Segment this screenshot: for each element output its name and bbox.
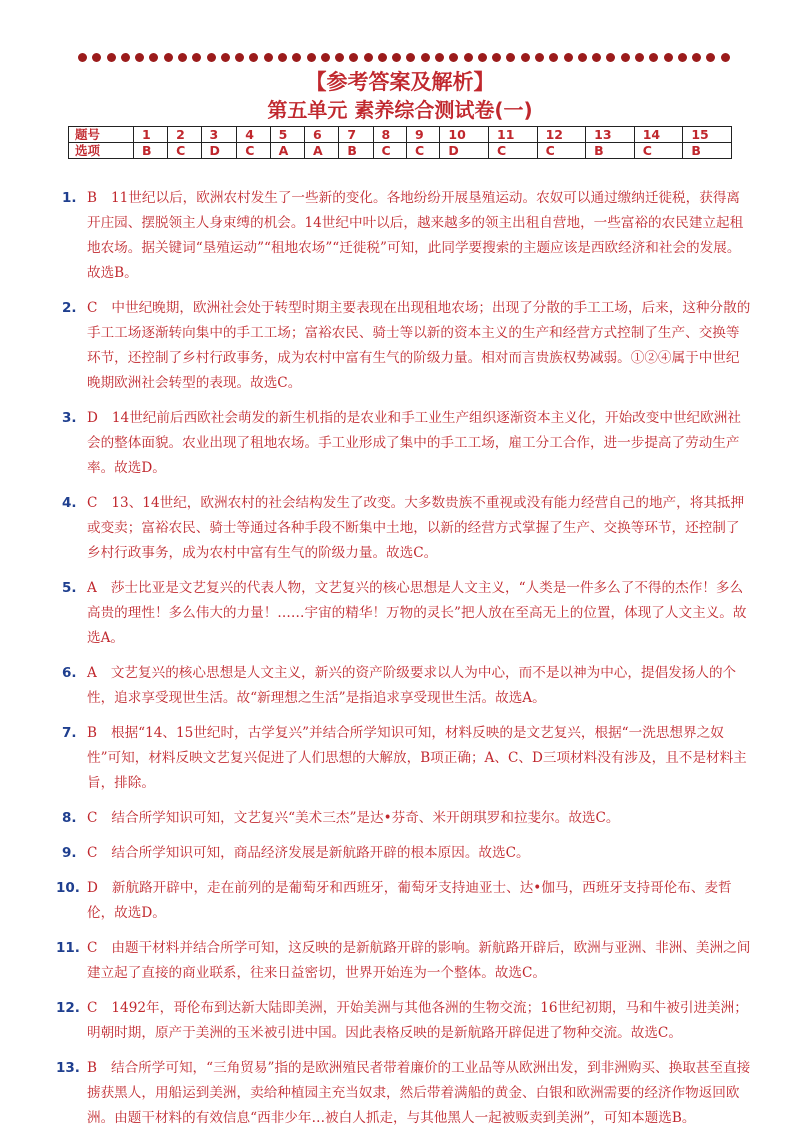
decorative-dot (706, 53, 715, 62)
explanation-text: 根据“14、15世纪时，古学复兴”并结合所学知识可知，材料反映的是文艺复兴，根据“一洗思想界之奴性”可知，材料反映文艺复兴促进了人们思想的大解放，B项正确；A、C、D三项材料没有涉及，且不是材料主旨，排除。 (87, 725, 747, 791)
solution-item (62, 721, 752, 796)
question-number-cell: 13 (586, 127, 635, 143)
decorative-dot (349, 53, 358, 62)
answer-choice-cell: B (339, 143, 373, 159)
explanation-text: 中世纪晚期，欧洲社会处于转型时期主要表现在出现租地农场；出现了分散的手工工场，后来，这种分散的手工工场逐渐转向集中的手工工场；富裕农民、骑士等以新的资本主义的生产和经营方式控制了生产、交换等环节，还控制了乡村行政事务，成为农村中富有生气的阶级力量。相对而言贵族权势减弱。①②④属于中世纪晚期欧洲社会转型的表现。故选C。 (87, 300, 751, 391)
question-number-cell: 6 (305, 127, 339, 143)
decorative-dot (335, 53, 344, 62)
answer-choice-cell: A (270, 143, 304, 159)
answer-letter: C (87, 300, 98, 316)
answer-choice-cell: C (237, 143, 270, 159)
decorative-dot (149, 53, 158, 62)
decorative-dot (164, 53, 173, 62)
decorative-dot (278, 53, 287, 62)
question-number-cell: 12 (537, 127, 586, 143)
decorative-dot (692, 53, 701, 62)
question-number-cell: 8 (373, 127, 406, 143)
question-number-cell: 4 (237, 127, 270, 143)
question-number-cell: 5 (270, 127, 304, 143)
explanation-text: 13、14世纪，欧洲农村的社会结构发生了改变。大多数贵族不重视或没有能力经营自己的地产，将其抵押或变卖；富裕农民、骑士等通过各种手段不断集中土地，以新的经营方式掌握了生产、交换等环节，还控制了乡村行政事务，成为农村中富有生气的阶级力量。故选C。 (87, 495, 745, 561)
explanation-text: 结合所学可知，“三角贸易”指的是欧洲殖民者带着廉价的工业品等从欧洲出发，到非洲购买、换取甚至直接掳获黑人，用船运到美洲，卖给种植园主充当奴隶，然后带着满船的黄金、白银和欧洲需要的经济作物返回欧洲。由题干材料的有效信息“西非少年…被白人抓走，与其他黑人一起被贩卖到美洲”，可知本题选B。 (87, 1060, 751, 1126)
answer-letter: B (87, 725, 97, 741)
answer-choice-cell: B (586, 143, 635, 159)
solution-item (62, 806, 752, 831)
decorative-dot-border (78, 50, 730, 64)
answer-letter: B (87, 1060, 97, 1076)
explanation-text: 结合所学知识可知，商品经济发展是新航路开辟的根本原因。故选C。 (111, 845, 530, 861)
question-number-cell: 2 (168, 127, 201, 143)
decorative-dot (235, 53, 244, 62)
decorative-dot (506, 53, 515, 62)
question-number-cell: 1 (134, 127, 168, 143)
decorative-dot (192, 53, 201, 62)
decorative-dot (721, 53, 730, 62)
answer-choice-cell: C (406, 143, 439, 159)
decorative-dot (364, 53, 373, 62)
decorative-dot (464, 53, 473, 62)
decorative-dot (535, 53, 544, 62)
answer-letter: A (87, 665, 97, 681)
answer-choice-cell: D (440, 143, 489, 159)
answer-choice-cell: C (537, 143, 586, 159)
explanation-text: 11世纪以后，欧洲农村发生了一些新的变化。各地纷纷开展垦殖运动。农奴可以通过缴纳迁徙税，获得离开庄园、摆脱领主人身束缚的机会。14世纪中叶以后，越来越多的领主出租自营地，一些富裕的农民建立起租地农场。据关键词“垦殖运动”“租地农场”“迁徙税”可知，此同学要搜索的主题应该是西欧经济和社会的发展。故选B。 (87, 190, 744, 281)
page-subtitle: 第五单元 素养综合测试卷(一) (267, 98, 533, 122)
decorative-dot (107, 53, 116, 62)
decorative-dot (321, 53, 330, 62)
explanation-text: 文艺复兴的核心思想是人文主义，新兴的资产阶级要求以人为中心，而不是以神为中心，提倡发扬人的个性，追求享受现世生活。故“新理想之生活”是指追求享受现世生活。故选A。 (87, 665, 737, 706)
answer-choice-cell: C (373, 143, 406, 159)
decorative-dot (135, 53, 144, 62)
solution-item (56, 1056, 752, 1131)
decorative-dot (178, 53, 187, 62)
question-number: 10. (56, 880, 80, 896)
row-label-choice: 选项 (69, 143, 134, 159)
answer-letter: D (87, 410, 98, 426)
answer-table-choice-row (69, 143, 732, 159)
question-number-cell: 3 (201, 127, 237, 143)
answer-choice-cell: B (683, 143, 732, 159)
decorative-dot (406, 53, 415, 62)
decorative-dot (592, 53, 601, 62)
decorative-dot (249, 53, 258, 62)
answer-letter: C (87, 940, 98, 956)
decorative-dot (449, 53, 458, 62)
decorative-dot (121, 53, 130, 62)
decorative-dot (421, 53, 430, 62)
answer-letter: C (87, 1000, 98, 1016)
solution-item (56, 996, 752, 1046)
decorative-dot (478, 53, 487, 62)
decorative-dot (307, 53, 316, 62)
answer-choice-cell: C (168, 143, 201, 159)
question-number-cell: 15 (683, 127, 732, 143)
decorative-dot (264, 53, 273, 62)
decorative-dot (678, 53, 687, 62)
decorative-dot (621, 53, 630, 62)
answer-choice-cell: C (489, 143, 538, 159)
decorative-dot (378, 53, 387, 62)
solution-item (62, 186, 752, 286)
question-number-cell: 9 (406, 127, 439, 143)
question-number: 5. (62, 580, 77, 596)
answer-choice-cell: C (634, 143, 683, 159)
question-number: 7. (62, 725, 77, 741)
solution-item (62, 491, 752, 566)
question-number: 4. (62, 495, 77, 511)
decorative-dot (635, 53, 644, 62)
answer-table (68, 126, 732, 159)
answer-letter: C (87, 810, 98, 826)
question-number-cell: 7 (339, 127, 373, 143)
question-number: 11. (56, 940, 80, 956)
page-title: 【参考答案及解析】 (305, 70, 495, 94)
question-number-cell: 14 (634, 127, 683, 143)
answer-letter: C (87, 845, 98, 861)
question-number: 8. (62, 810, 77, 826)
explanation-text: 新航路开辟中，走在前列的是葡萄牙和西班牙，葡萄牙支持迪亚士、达•伽马，西班牙支持哥伦布、麦哲伦，故选D。 (87, 880, 732, 921)
question-number-cell: 10 (440, 127, 489, 143)
solution-item (56, 936, 752, 986)
answer-letter: A (87, 580, 97, 596)
explanation-text: 莎士比亚是文艺复兴的代表人物，文艺复兴的核心思想是人文主义，“人类是一件多么了不得的杰作！多么高贵的理性！多么伟大的力量！……宇宙的精华！万物的灵长”把人放在至高无上的位置，体现了人文主义。故选A。 (87, 580, 747, 646)
answer-choice-cell: A (305, 143, 339, 159)
decorative-dot (292, 53, 301, 62)
decorative-dot (606, 53, 615, 62)
decorative-dot (578, 53, 587, 62)
answer-letter: C (87, 495, 98, 511)
decorative-dot (78, 53, 87, 62)
answer-letter: D (87, 880, 98, 896)
answer-table-number-row (69, 127, 732, 143)
explanation-text: 14世纪前后西欧社会萌发的新生机指的是农业和手工业生产组织逐渐资本主义化，开始改变中世纪欧洲社会的整体面貌。农业出现了租地农场。手工业形成了集中的手工工场，雇工分工合作，进一步提高了劳动生产率。故选D。 (87, 410, 741, 476)
solution-item (62, 661, 752, 711)
decorative-dot (435, 53, 444, 62)
question-number: 2. (62, 300, 77, 316)
solution-item (62, 576, 752, 651)
decorative-dot (392, 53, 401, 62)
solution-item (62, 296, 752, 396)
solution-item (56, 876, 752, 926)
question-number: 13. (56, 1060, 80, 1076)
question-number: 9. (62, 845, 77, 861)
decorative-dot (549, 53, 558, 62)
decorative-dot (92, 53, 101, 62)
solution-list (56, 186, 752, 1141)
decorative-dot (649, 53, 658, 62)
answer-choice-cell: B (134, 143, 168, 159)
decorative-dot (564, 53, 573, 62)
solution-item (62, 841, 752, 866)
decorative-dot (521, 53, 530, 62)
explanation-text: 1492年，哥伦布到达新大陆即美洲，开始美洲与其他各洲的生物交流；16世纪初期，马和牛被引进美洲；明朝时期，原产于美洲的玉米被引进中国。因此表格反映的是新航路开辟促进了物种交流。故选C。 (87, 1000, 748, 1041)
explanation-text: 由题干材料并结合所学可知，这反映的是新航路开辟的影响。新航路开辟后，欧洲与亚洲、非洲、美洲之间建立起了直接的商业联系，往来日益密切，世界开始连为一个整体。故选C。 (87, 940, 751, 981)
question-number: 1. (62, 190, 77, 206)
decorative-dot (492, 53, 501, 62)
question-number: 12. (56, 1000, 80, 1016)
decorative-dot (207, 53, 216, 62)
decorative-dot (664, 53, 673, 62)
question-number: 3. (62, 410, 77, 426)
explanation-text: 结合所学知识可知，文艺复兴“美术三杰”是达•芬奇、米开朗琪罗和拉斐尔。故选C。 (111, 810, 620, 826)
decorative-dot (221, 53, 230, 62)
question-number-cell: 11 (489, 127, 538, 143)
answer-letter: B (87, 190, 97, 206)
answer-choice-cell: D (201, 143, 237, 159)
question-number: 6. (62, 665, 77, 681)
solution-item (62, 406, 752, 481)
row-label-number: 题号 (69, 127, 134, 143)
